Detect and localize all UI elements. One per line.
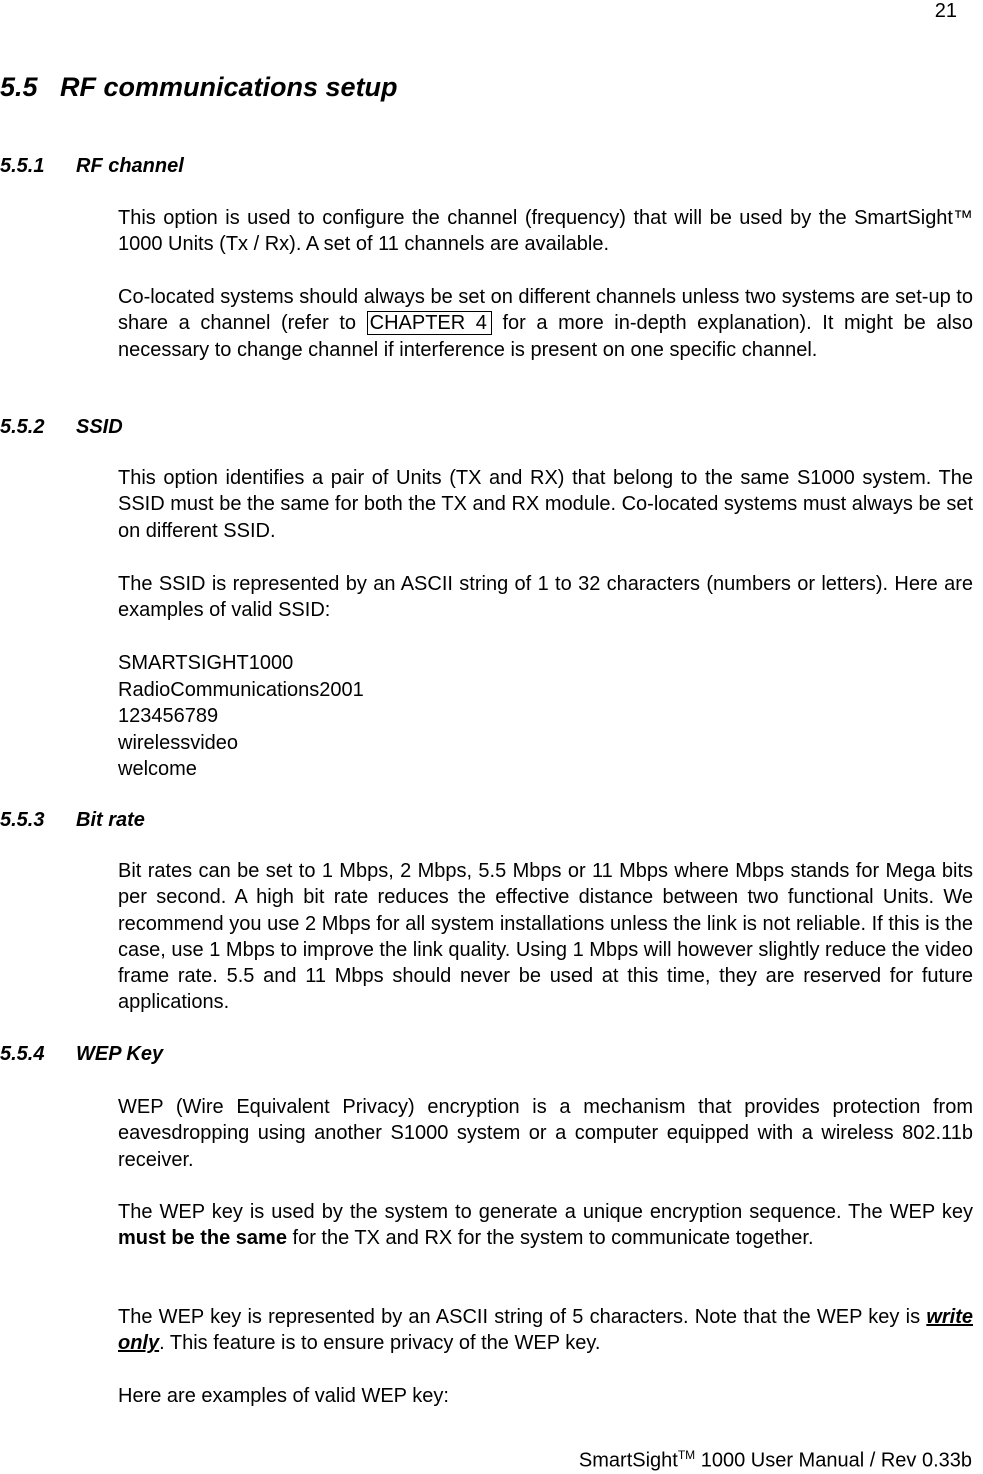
- wep-key-paragraph-3: [118, 1304, 973, 1357]
- ssid-paragraph-2: The SSID is represented by an ASCII string of 1 to 32 characters (numbers or letters). Here are examples of valid SSID:: [118, 573, 973, 622]
- emphasis-bold: must be the same: [118, 1227, 287, 1250]
- wep-key-paragraph-4: Here are examples of valid WEP key:: [118, 1385, 449, 1407]
- ssid-examples-list: [118, 650, 364, 783]
- list-item: SMARTSIGHT1000: [118, 652, 294, 674]
- section-heading: [0, 70, 398, 104]
- rf-channel-paragraph-2: [118, 284, 973, 363]
- page-number: 21: [934, 0, 957, 22]
- subsection-number: 5.5.3: [0, 809, 45, 831]
- paragraph-text: Co-located systems should always be set on different channels unless two systems are set-up to share a channel (refer to: [118, 286, 973, 335]
- section-number: 5.5: [0, 72, 38, 102]
- footer-product: SmartSight: [578, 1449, 678, 1472]
- subsection-title: RF channel: [76, 155, 184, 177]
- subsection-number: 5.5.1: [0, 155, 45, 177]
- paragraph-text: The WEP key is used by the system to generate a unique encryption sequence. The WEP key: [118, 1201, 973, 1223]
- subsection-heading-bit-rate: [0, 807, 145, 833]
- paragraph-text: . This feature is to ensure privacy of the WEP key.: [159, 1332, 601, 1355]
- subsection-number: 5.5.4: [0, 1043, 45, 1065]
- paragraph-text: for the TX and RX for the system to communicate together.: [286, 1227, 814, 1250]
- chapter-4-reference-link[interactable]: CHAPTER 4: [367, 311, 492, 335]
- footer-trademark: TM: [677, 1448, 696, 1462]
- subsection-title: Bit rate: [76, 809, 145, 831]
- subsection-heading-ssid: [0, 414, 123, 440]
- ssid-paragraph-1: This option identifies a pair of Units (TX and RX) that belong to the same S1000 system. The SSID must be the same for both the TX and RX module. Co-located systems must always be set on different SSID.: [118, 467, 973, 542]
- emphasis-write-only: write only: [118, 1306, 973, 1355]
- subsection-heading-wep-key: [0, 1041, 163, 1067]
- wep-key-paragraph-2: [118, 1199, 973, 1252]
- paragraph-text: for a more in-depth explanation). It might be also necessary to change channel if interference is present on one specific channel.: [118, 312, 973, 361]
- bit-rate-paragraph-1: Bit rates can be set to 1 Mbps, 2 Mbps, 5.5 Mbps or 11 Mbps where Mbps stands for Mega bits per second. A high bit rate reduces the effective distance between two functional Units. We recommend you use 2 Mbps for all system installations unless the link is not reliable. If this is the case, use 1 Mbps to improve the link quality. Using 1 Mbps will however slightly reduce the video frame rate. 5.5 and 11 Mbps should never be used at this time, they are reserved for future applications.: [118, 860, 973, 1014]
- list-item: wirelessvideo: [118, 731, 239, 754]
- subsection-title: WEP Key: [76, 1043, 164, 1065]
- list-item: welcome: [118, 758, 197, 780]
- subsection-heading-rf-channel: [0, 153, 184, 179]
- footer-title: 1000 User Manual / Rev 0.33b: [695, 1449, 972, 1472]
- subsection-number: 5.5.2: [0, 416, 45, 438]
- list-item: RadioCommunications2001: [118, 678, 364, 701]
- section-title: RF communications setup: [60, 72, 398, 102]
- paragraph-text: The WEP key is represented by an ASCII string of 5 characters. Note that the WEP key is: [118, 1306, 927, 1328]
- list-item: 123456789: [118, 705, 219, 727]
- subsection-title: SSID: [76, 416, 123, 438]
- rf-channel-paragraph-1: This option is used to configure the channel (frequency) that will be used by the SmartSight™ 1000 Units (Tx / Rx). A set of 11 channels are available.: [118, 207, 973, 256]
- page-footer: [579, 1442, 972, 1474]
- wep-key-paragraph-1: WEP (Wire Equivalent Privacy) encryption is a mechanism that provides protection from eavesdropping using another S1000 system or a computer equipped with a wireless 802.11b receiver.: [118, 1096, 973, 1171]
